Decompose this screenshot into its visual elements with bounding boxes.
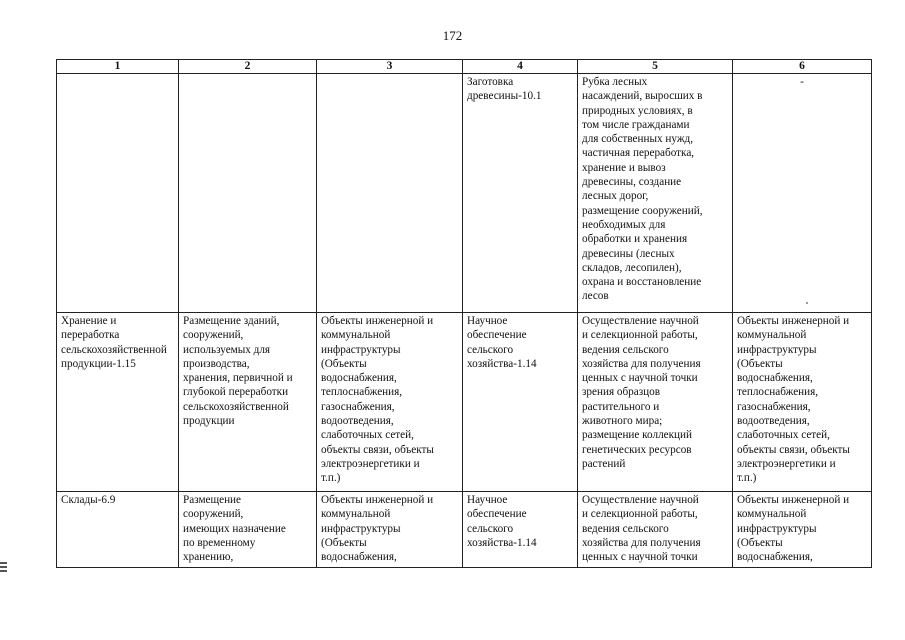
page-number: 172 — [442, 28, 463, 43]
table-cell — [57, 74, 179, 313]
table-header-row — [57, 60, 872, 74]
table-cell: Размещение зданий, сооружений, используемых для производства, хранения, первичной и глубокой переработки сельскохозяйственной продукции — [179, 313, 317, 492]
table-cell: Склады-6.9 — [57, 492, 179, 568]
table-cell: Заготовка древесины-10.1 — [463, 74, 578, 313]
column-header-1: 1 — [57, 60, 179, 74]
table-cell: Объекты инженерной и коммунальной инфраструктуры (Объекты водоснабжения, теплоснабжения, газоснабжения, водоотведения, слаботочных сетей, объекты связи, объекты электроэнергетики и т.п.) — [733, 313, 872, 492]
column-header-3: 3 — [317, 60, 463, 74]
zoning-table — [56, 59, 872, 568]
table-cell: Объекты инженерной и коммунальной инфраструктуры (Объекты водоснабжения, — [317, 492, 463, 568]
table-cell: Объекты инженерной и коммунальной инфраструктуры (Объекты водоснабжения, — [733, 492, 872, 568]
column-header-2: 2 — [179, 60, 317, 74]
table-cell — [317, 74, 463, 313]
column-header-5: 5 — [578, 60, 733, 74]
table-cell: Размещение сооружений, имеющих назначение по временному хранению, — [179, 492, 317, 568]
column-header-6: 6 — [733, 60, 872, 74]
table-cell: Научное обеспечение сельского хозяйства-1.14 — [463, 313, 578, 492]
table-cell: - — [733, 74, 872, 313]
table-cell: Осуществление научной и селекционной работы, ведения сельского хозяйства для получения ценных с научной точки зрения образцов растительного и животного мира; размещение коллекций генетических ресурсов растений — [578, 313, 733, 492]
table-cell: Хранение и переработка сельскохозяйственной продукции-1.15 — [57, 313, 179, 492]
scan-speck — [806, 302, 808, 304]
table-cell: Научное обеспечение сельского хозяйства-1.14 — [463, 492, 578, 568]
scan-margin-mark — [0, 562, 7, 576]
table-cell — [179, 74, 317, 313]
table-cell: Объекты инженерной и коммунальной инфраструктуры (Объекты водоснабжения, теплоснабжения, газоснабжения, водоотведения, слаботочных сетей, объекты связи, объекты электроэнергетики и т.п.) — [317, 313, 463, 492]
column-header-4: 4 — [463, 60, 578, 74]
table-cell: Рубка лесных насаждений, выросших в природных условиях, в том числе гражданами для собственных нужд, частичная переработка, хранение и вывоз древесины, создание лесных дорог, размещение сооружений, необходимых для обработки и хранения древесины (лесных складов, лесопилен), охрана и восстановление лесов — [578, 74, 733, 313]
table-row — [57, 492, 872, 568]
table-row — [57, 74, 872, 313]
table-cell: Осуществление научной и селекционной работы, ведения сельского хозяйства для получения ценных с научной точки — [578, 492, 733, 568]
table-row — [57, 313, 872, 492]
